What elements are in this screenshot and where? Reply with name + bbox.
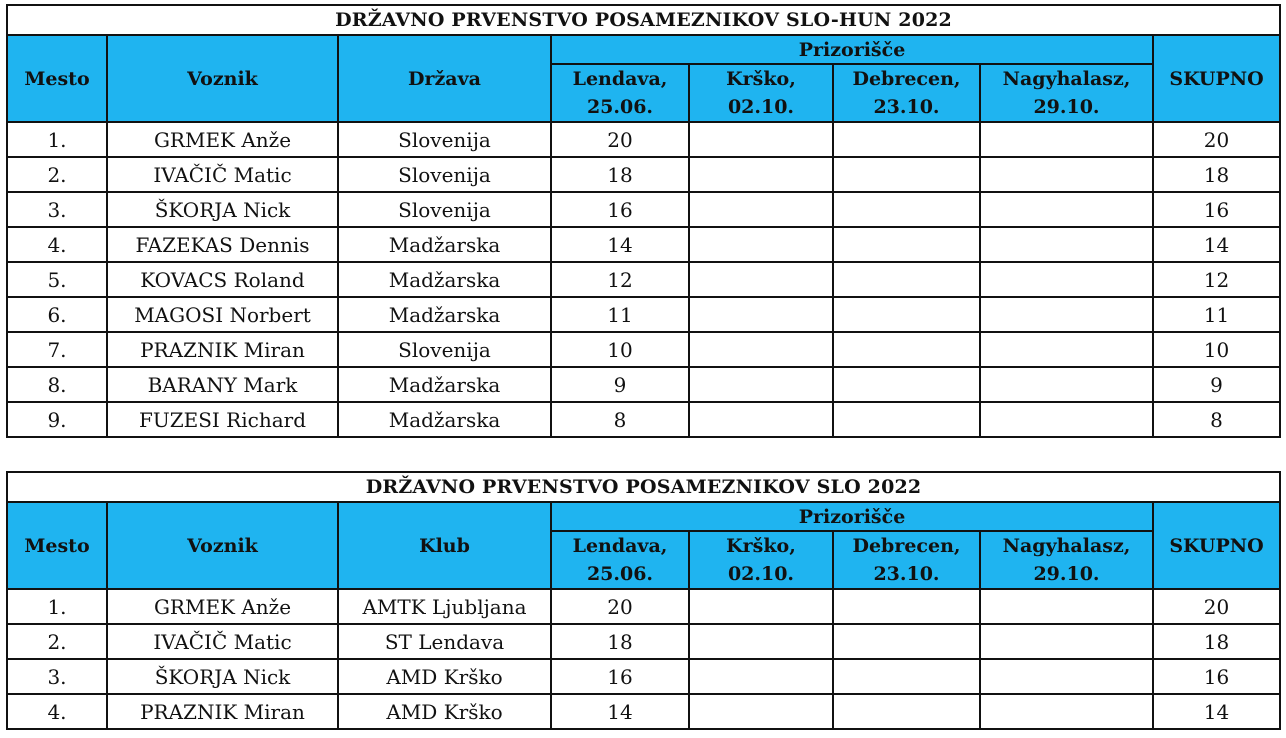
header-venue: [551, 64, 689, 122]
result-nagyhalasz-cell: [980, 367, 1153, 402]
country-club-cell: AMD Krško: [338, 659, 551, 694]
venue-name: Krško,: [726, 68, 796, 90]
venue-date: 25.06.: [586, 96, 654, 118]
total-points-cell: 18: [1153, 624, 1280, 659]
result-debrecen-cell: [833, 192, 980, 227]
header-venue: [833, 64, 980, 122]
result-debrecen-cell: [833, 297, 980, 332]
header-rider: Voznik: [107, 502, 338, 589]
result-debrecen-cell: [833, 694, 980, 729]
place-cell: 8.: [7, 367, 107, 402]
result-krsko-cell: [689, 332, 833, 367]
venue-date: 29.10.: [1033, 96, 1100, 118]
place-cell: 1.: [7, 122, 107, 157]
result-lendava-cell: 18: [551, 624, 689, 659]
total-points-cell: 10: [1153, 332, 1280, 367]
standings-table-slo-hun: [6, 4, 1281, 438]
rider-name-cell: ŠKORJA Nick: [107, 659, 338, 694]
table-row: [7, 122, 1280, 157]
header-place: Mesto: [7, 502, 107, 589]
venue-name: Lendava,: [572, 535, 668, 557]
country-club-cell: Madžarska: [338, 227, 551, 262]
total-points-cell: 11: [1153, 297, 1280, 332]
header-venue: [833, 531, 980, 589]
country-club-cell: ST Lendava: [338, 624, 551, 659]
rider-name-cell: IVAČIČ Matic: [107, 157, 338, 192]
total-points-cell: 9: [1153, 367, 1280, 402]
result-krsko-cell: [689, 297, 833, 332]
total-points-cell: 16: [1153, 659, 1280, 694]
country-club-cell: Madžarska: [338, 262, 551, 297]
table-body: [7, 122, 1280, 437]
place-cell: 4.: [7, 694, 107, 729]
result-nagyhalasz-cell: [980, 122, 1153, 157]
table-row: [7, 589, 1280, 624]
total-points-cell: 16: [1153, 192, 1280, 227]
country-club-cell: Slovenija: [338, 122, 551, 157]
table-row: [7, 367, 1280, 402]
venue-date: 02.10.: [727, 563, 795, 585]
venue-date: 23.10.: [873, 96, 940, 118]
rider-name-cell: IVAČIČ Matic: [107, 624, 338, 659]
result-lendava-cell: 16: [551, 192, 689, 227]
place-cell: 1.: [7, 589, 107, 624]
total-points-cell: 20: [1153, 589, 1280, 624]
total-points-cell: 14: [1153, 694, 1280, 729]
table-row: [7, 297, 1280, 332]
result-lendava-cell: 12: [551, 262, 689, 297]
result-debrecen-cell: [833, 157, 980, 192]
rider-name-cell: BARANY Mark: [107, 367, 338, 402]
result-krsko-cell: [689, 624, 833, 659]
result-krsko-cell: [689, 402, 833, 437]
result-nagyhalasz-cell: [980, 332, 1153, 367]
venue-date: 23.10.: [873, 563, 940, 585]
rider-name-cell: PRAZNIK Miran: [107, 694, 338, 729]
country-club-cell: Madžarska: [338, 367, 551, 402]
result-krsko-cell: [689, 694, 833, 729]
table-row: [7, 332, 1280, 367]
result-lendava-cell: 18: [551, 157, 689, 192]
place-cell: 2.: [7, 157, 107, 192]
place-cell: 3.: [7, 192, 107, 227]
result-krsko-cell: [689, 659, 833, 694]
place-cell: 6.: [7, 297, 107, 332]
venue-name: Nagyhalasz,: [1002, 68, 1131, 90]
country-club-cell: Madžarska: [338, 297, 551, 332]
country-club-cell: Slovenija: [338, 157, 551, 192]
place-cell: 2.: [7, 624, 107, 659]
table-row: [7, 659, 1280, 694]
result-nagyhalasz-cell: [980, 402, 1153, 437]
result-nagyhalasz-cell: [980, 192, 1153, 227]
result-debrecen-cell: [833, 624, 980, 659]
result-krsko-cell: [689, 192, 833, 227]
table-row: [7, 694, 1280, 729]
table-title: DRŽAVNO PRVENSTVO POSAMEZNIKOV SLO-HUN 2022: [7, 5, 1280, 35]
total-points-cell: 20: [1153, 122, 1280, 157]
rider-name-cell: KOVACS Roland: [107, 262, 338, 297]
result-nagyhalasz-cell: [980, 589, 1153, 624]
venue-name: Lendava,: [572, 68, 668, 90]
place-cell: 4.: [7, 227, 107, 262]
venue-date: 25.06.: [586, 563, 654, 585]
result-nagyhalasz-cell: [980, 297, 1153, 332]
result-debrecen-cell: [833, 402, 980, 437]
result-debrecen-cell: [833, 262, 980, 297]
table-title: DRŽAVNO PRVENSTVO POSAMEZNIKOV SLO 2022: [7, 472, 1280, 502]
header-club: Klub: [338, 502, 551, 589]
result-lendava-cell: 20: [551, 122, 689, 157]
header-venue: [689, 64, 833, 122]
result-lendava-cell: 8: [551, 402, 689, 437]
country-club-cell: AMTK Ljubljana: [338, 589, 551, 624]
total-points-cell: 14: [1153, 227, 1280, 262]
header-place: Mesto: [7, 35, 107, 122]
result-krsko-cell: [689, 262, 833, 297]
result-debrecen-cell: [833, 332, 980, 367]
result-debrecen-cell: [833, 589, 980, 624]
result-lendava-cell: 16: [551, 659, 689, 694]
result-lendava-cell: 14: [551, 227, 689, 262]
table-body: [7, 589, 1280, 729]
place-cell: 5.: [7, 262, 107, 297]
table-row: [7, 262, 1280, 297]
rider-name-cell: PRAZNIK Miran: [107, 332, 338, 367]
venue-name: Nagyhalasz,: [1002, 535, 1131, 557]
result-lendava-cell: 20: [551, 589, 689, 624]
result-debrecen-cell: [833, 659, 980, 694]
venue-name: Debrecen,: [852, 68, 961, 90]
country-club-cell: AMD Krško: [338, 694, 551, 729]
total-points-cell: 18: [1153, 157, 1280, 192]
result-lendava-cell: 10: [551, 332, 689, 367]
result-krsko-cell: [689, 227, 833, 262]
result-nagyhalasz-cell: [980, 659, 1153, 694]
result-krsko-cell: [689, 367, 833, 402]
result-krsko-cell: [689, 157, 833, 192]
venue-name: Krško,: [726, 535, 796, 557]
standings-table-slo: [6, 471, 1281, 730]
result-lendava-cell: 14: [551, 694, 689, 729]
total-points-cell: 12: [1153, 262, 1280, 297]
country-club-cell: Madžarska: [338, 402, 551, 437]
venue-date: 02.10.: [727, 96, 795, 118]
rider-name-cell: GRMEK Anže: [107, 589, 338, 624]
result-nagyhalasz-cell: [980, 624, 1153, 659]
header-venue: [980, 64, 1153, 122]
header-total: SKUPNO: [1153, 502, 1280, 589]
header-venue-group: Prizorišče: [551, 502, 1153, 531]
rider-name-cell: GRMEK Anže: [107, 122, 338, 157]
header-country: Država: [338, 35, 551, 122]
result-nagyhalasz-cell: [980, 157, 1153, 192]
result-krsko-cell: [689, 589, 833, 624]
place-cell: 9.: [7, 402, 107, 437]
header-total: SKUPNO: [1153, 35, 1280, 122]
header-venue-group: Prizorišče: [551, 35, 1153, 64]
place-cell: 3.: [7, 659, 107, 694]
result-debrecen-cell: [833, 367, 980, 402]
table-row: [7, 402, 1280, 437]
table-row: [7, 157, 1280, 192]
header-venue: [551, 531, 689, 589]
result-krsko-cell: [689, 122, 833, 157]
result-nagyhalasz-cell: [980, 227, 1153, 262]
country-club-cell: Slovenija: [338, 332, 551, 367]
country-club-cell: Slovenija: [338, 192, 551, 227]
rider-name-cell: MAGOSI Norbert: [107, 297, 338, 332]
venue-date: 29.10.: [1033, 563, 1100, 585]
table-row: [7, 192, 1280, 227]
result-debrecen-cell: [833, 227, 980, 262]
header-rider: Voznik: [107, 35, 338, 122]
total-points-cell: 8: [1153, 402, 1280, 437]
result-nagyhalasz-cell: [980, 262, 1153, 297]
venue-name: Debrecen,: [852, 535, 961, 557]
rider-name-cell: ŠKORJA Nick: [107, 192, 338, 227]
table-row: [7, 624, 1280, 659]
rider-name-cell: FAZEKAS Dennis: [107, 227, 338, 262]
place-cell: 7.: [7, 332, 107, 367]
result-lendava-cell: 9: [551, 367, 689, 402]
rider-name-cell: FUZESI Richard: [107, 402, 338, 437]
result-lendava-cell: 11: [551, 297, 689, 332]
result-nagyhalasz-cell: [980, 694, 1153, 729]
header-venue: [689, 531, 833, 589]
result-debrecen-cell: [833, 122, 980, 157]
header-venue: [980, 531, 1153, 589]
table-row: [7, 227, 1280, 262]
